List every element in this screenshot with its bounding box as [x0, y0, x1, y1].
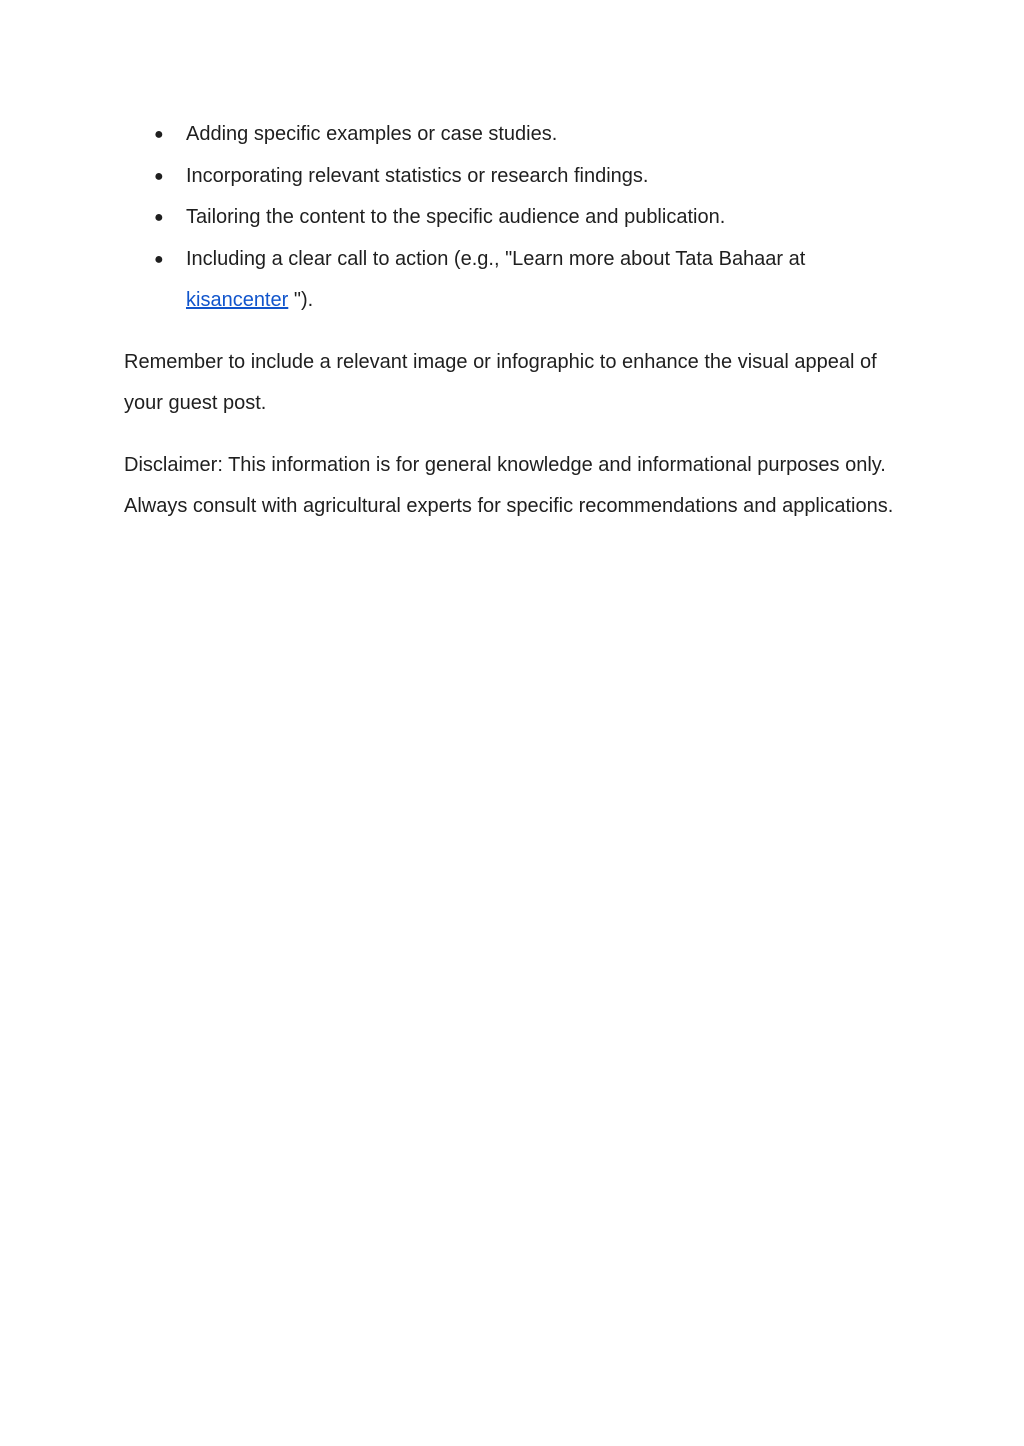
bullet-list: [124, 114, 894, 322]
kisancenter-link[interactable]: kisancenter: [186, 289, 289, 311]
list-item: [124, 197, 894, 239]
disclaimer-paragraph: Disclaimer: This information is for general knowledge and informational purposes only. Always consult with agricultural experts for specific recommendations and applications.: [124, 453, 894, 517]
bullet-icon: ●: [154, 167, 164, 185]
list-item-text: Tailoring the content to the specific audience and publication.: [186, 206, 726, 228]
bullet-icon: ●: [154, 126, 164, 143]
list-item-text-after-link: ").: [288, 289, 314, 311]
list-item: [124, 156, 894, 198]
document-page: [124, 114, 894, 528]
image-reminder-paragraph: Remember to include a relevant image or infographic to enhance the visual appeal of your guest post.: [124, 350, 877, 414]
list-item: [124, 114, 894, 156]
list-item-text: Incorporating relevant statistics or research findings.: [186, 164, 649, 187]
list-item: [124, 239, 894, 322]
bullet-icon: ●: [154, 250, 164, 268]
bullet-icon: ●: [154, 209, 164, 226]
list-item-text: Adding specific examples or case studies.: [186, 123, 558, 145]
list-item-text-before-link: Including a clear call to action (e.g., "Learn more about Tata Bahaar at: [186, 247, 806, 270]
